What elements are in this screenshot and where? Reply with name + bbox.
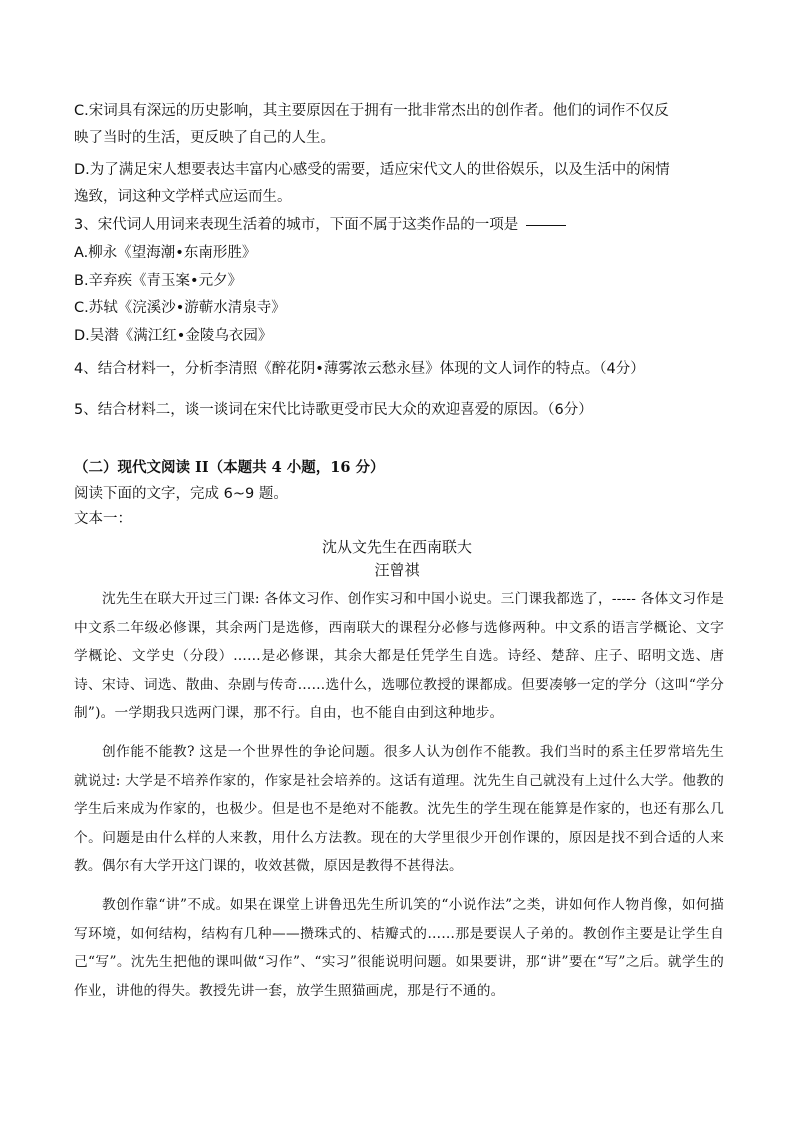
q3-option-b: B.辛弃疾《青玉案•元夕》 [74, 273, 243, 289]
question-3-stem: 3、宋代词人用词来表现生活着的城市，下面不属于这类作品的一项是 [74, 217, 519, 233]
q3-option-c: C.苏轼《浣溪沙•游蕲水清泉寺》 [74, 300, 286, 316]
option-c-line2: 映了当时的生活，更反映了自己的人生。 [74, 130, 335, 146]
option-d-line2: 逸致，词这种文学样式应运而生。 [74, 189, 292, 205]
section-instruction: 阅读下面的文字，完成 6~9 题。 [74, 486, 288, 502]
essay-author: 汪曾祺 [374, 561, 420, 579]
q3-option-d: D.吴潜《满江红•金陵乌衣园》 [74, 328, 273, 344]
option-d-line1: D.为了满足宋人想要表达丰富内心感受的需要，适应宋代文人的世俗娱乐，以及生活中的闲情 [74, 162, 670, 178]
essay-paragraph-1: 沈先生在联大开过三门课: 各体文习作、创作实习和中国小说史。三门课我都选了，----- 各体文习作是中文系二年级必修课，其余两门是选修，西南联大的课程分必修与选修两种。中文系的语言学概论、文字学概论、文学史（分段）……是必修课，其余大都是任凭学生自选。诗经、楚辞、庄子、昭明文选、唐诗、宋诗、词选、散曲、杂剧与传奇……选什么，选哪位教授的课都成。但要凑够一定的学分（这叫“学分制”)。一学期我只选两门课，那不行。自由，也不能自由到这种地步。 [74, 591, 724, 722]
option-c-line1: C.宋词具有深远的历史影响，其主要原因在于拥有一批非常杰出的创作者。他们的词作不仅反 [74, 103, 669, 119]
essay-paragraph-2: 创作能不能教? 这是一个世界性的争论问题。很多人认为创作不能教。我们当时的系主任罗常培先生就说过: 大学是不培养作家的，作家是社会培养的。这话有道理。沈先生自己就没有上过什么大学。他教的学生后来成为作家的，也极少。但是也不是绝对不能教。沈先生的学生现在能算是作家的，也还有那么几个。问题是由什么样的人来教，用什么方法教。现在的大学里很少开创作课的，原因是找不到合适的人来教。偶尔有大学开这门课的，收效甚微，原因是教得不甚得法。 [74, 744, 724, 875]
q3-option-a: A.柳永《望海潮•东南形胜》 [74, 245, 257, 261]
answer-blank [526, 224, 566, 226]
text-label: 文本一： [74, 511, 132, 527]
section-title: （二）现代文阅读 II（本题共 4 小题，16 分） [74, 459, 385, 476]
essay-title: 沈从文先生在西南联大 [321, 538, 472, 556]
question-5: 5、结合材料二，谈一谈词在宋代比诗歌更受市民大众的欢迎喜爱的原因。（6分） [74, 402, 593, 418]
essay-paragraph-3: 教创作靠“讲”不成。如果在课堂上讲鲁迅先生所讥笑的“小说作法”之类，讲如何作人物肖像，如何描写环境，如何结构，结构有几种——攒珠式的、桔瓣式的……那是要误人子弟的。教创作主要是让学生自己“写”。沈先生把他的课叫做“习作”、“实习”很能说明问题。如果要讲，那“讲”要在“写”之后。就学生的作业，讲他的得失。教授先讲一套，放学生照猫画虎，那是行不通的。 [74, 897, 724, 999]
question-4: 4、结合材料一，分析李清照《醉花阴•薄雾浓云愁永昼》体现的文人词作的特点。（4分） [74, 361, 645, 377]
question-3 [74, 212, 724, 239]
